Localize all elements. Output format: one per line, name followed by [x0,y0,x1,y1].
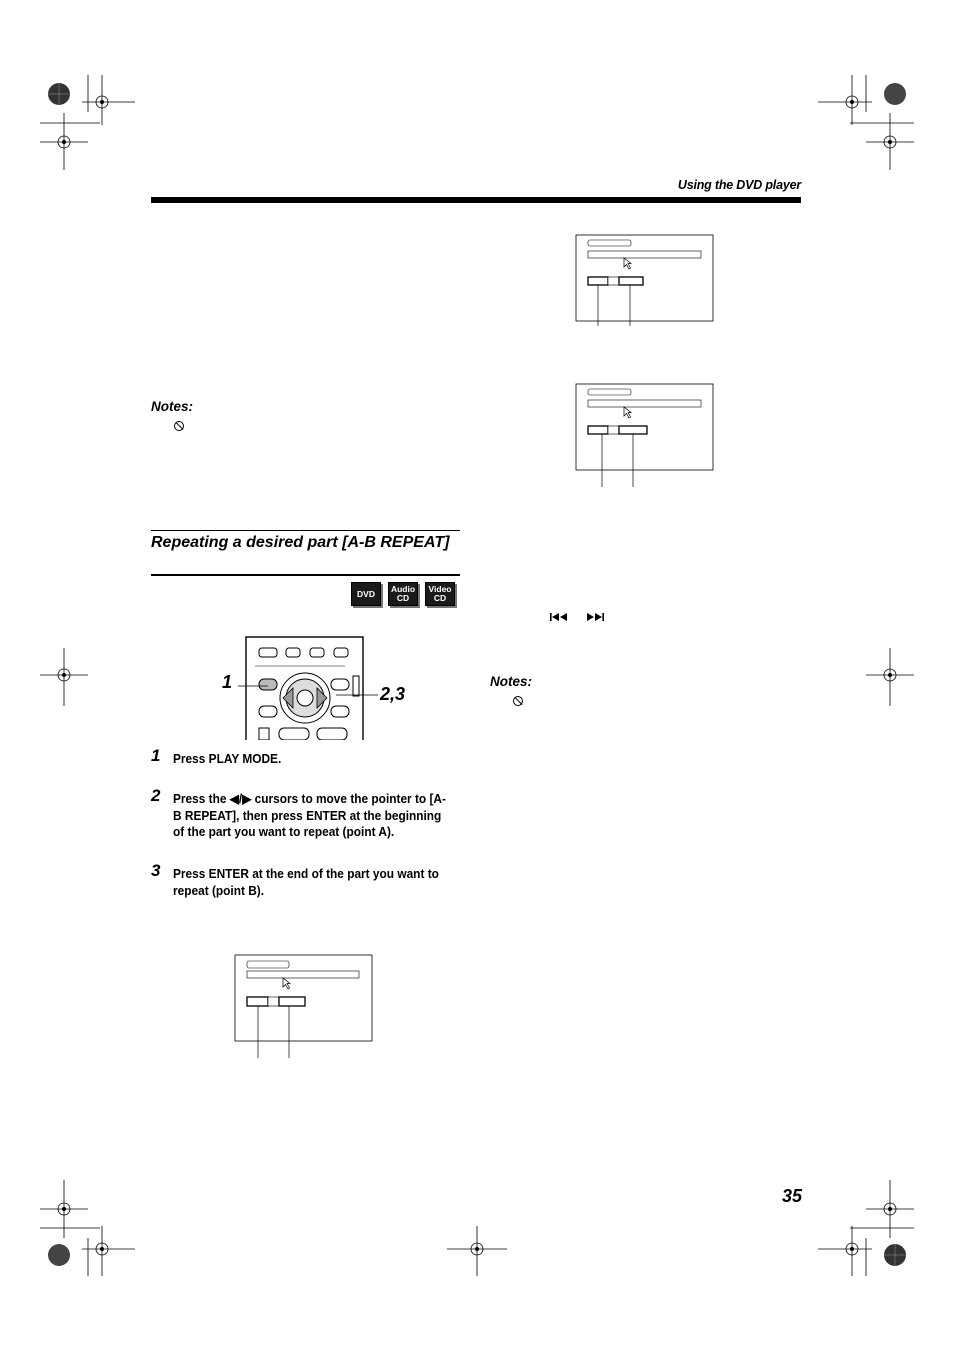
audio-cd-badge [388,582,418,606]
callout-2-3: 2,3 [380,684,406,704]
badge-label: CD [433,593,447,603]
notes-label-left: Notes: [151,399,194,414]
section-title: Repeating a desired part [A-B REPEAT] [151,534,450,551]
dvd-badge [351,582,381,606]
step-text: Press PLAY MODE. [173,752,282,766]
previous-icon [549,612,571,622]
page-number: 35 [781,1186,802,1206]
callout-1: 1 [222,672,233,692]
step-number: 3 [151,861,161,880]
osd-screen-illustration [575,383,715,487]
step-number: 1 [151,746,161,765]
step-text: Press the ◀/▶ cursors to move the pointer to [A-B REPEAT], then press ENTER at the beginning of the part you want to repeat (point A). [173,792,446,839]
running-header: Using the DVD player [677,178,801,192]
prohibition-icon [513,696,523,706]
video-cd-badge [425,582,455,606]
notes-label-right: Notes: [490,674,533,689]
step-text: Press ENTER at the end of the part you want to repeat (point B). [173,867,439,898]
badge-label: Video [428,584,452,594]
prohibition-icon [174,421,184,431]
osd-screen-illustration [575,234,715,326]
header-rule [151,197,801,203]
osd-screen-illustration [234,954,374,1058]
badge-label: Audio [390,584,416,594]
section-top-rule [151,530,460,531]
callout-lines [230,680,380,710]
step-number: 2 [151,786,161,805]
badge-label: CD [396,593,410,603]
section-bottom-rule [151,574,460,576]
next-icon [584,612,606,622]
badge-label: DVD [357,588,375,599]
